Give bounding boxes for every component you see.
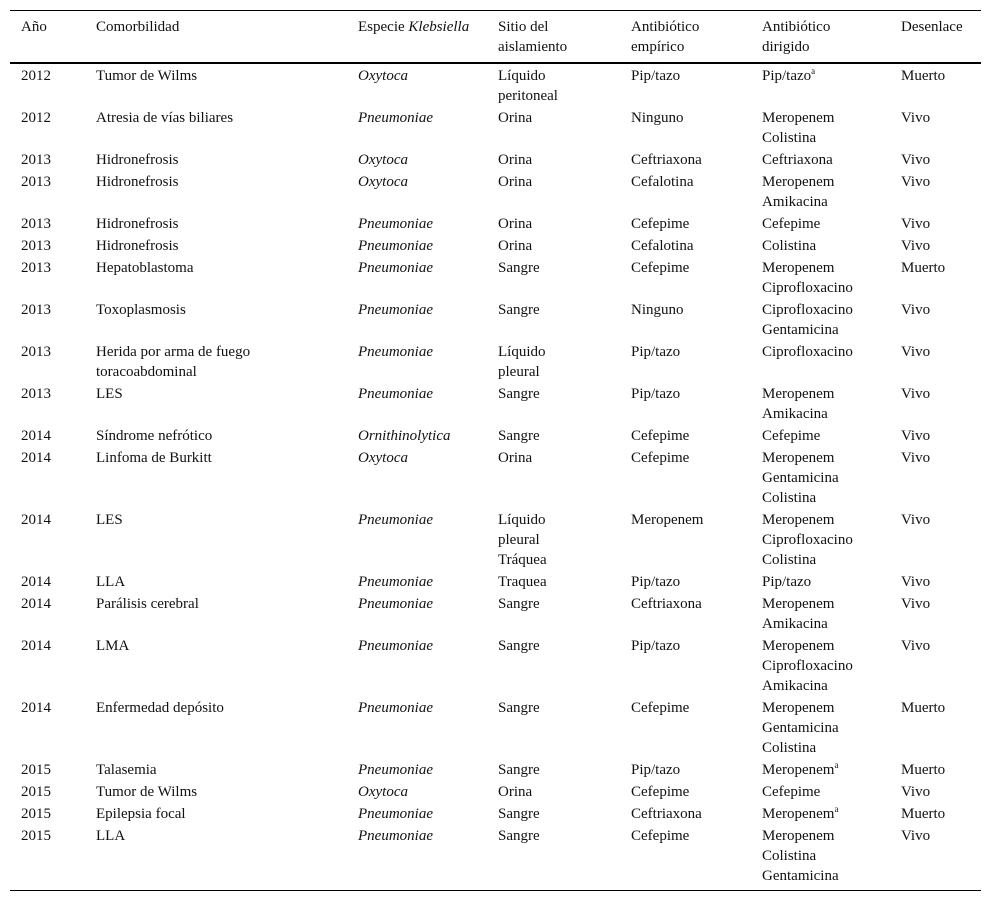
cell-species: Pneumoniae — [358, 596, 433, 612]
cell-outcome: Vivo — [901, 450, 931, 466]
cell-directed-antibiotic: Meropenem Colistina Gentamicina — [762, 828, 839, 884]
cell-empiric-antibiotic: Pip/tazo — [631, 386, 681, 402]
cell-site: Sangre — [498, 386, 540, 402]
table-row — [10, 697, 981, 759]
cell-year: 2012 — [21, 68, 51, 84]
table-row — [10, 107, 981, 149]
table-row — [10, 425, 981, 447]
table-row — [10, 447, 981, 509]
cell-directed-antibiotic: Ciprofloxacino Gentamicina — [762, 302, 853, 338]
cell-comorbidity: Hidronefrosis — [96, 238, 179, 254]
table-row — [10, 803, 981, 825]
cell-site: Orina — [498, 450, 533, 466]
cell-species: Oxytoca — [358, 68, 408, 84]
cell-comorbidity: Atresia de vías biliares — [96, 110, 234, 126]
cell-site: Sangre — [498, 638, 540, 654]
cell-year: 2013 — [21, 302, 51, 318]
cell-site: Sangre — [498, 428, 540, 444]
cell-directed-antibiotic: Meropenem$^a$ — [762, 804, 839, 822]
cell-species: Oxytoca — [358, 174, 408, 190]
cell-directed-antibiotic: Ceftriaxona — [762, 152, 833, 168]
cell-empiric-antibiotic: Cefepime — [631, 428, 690, 444]
cell-species: Pneumoniae — [358, 806, 433, 822]
cell-site: Líquido pleural — [498, 344, 546, 380]
cell-site: Sangre — [498, 260, 540, 276]
cell-comorbidity: Hidronefrosis — [96, 152, 179, 168]
cell-empiric-antibiotic: Cefalotina — [631, 238, 694, 254]
cell-outcome: Vivo — [901, 238, 931, 254]
cell-directed-antibiotic: Meropenem Gentamicina Colistina — [762, 700, 839, 756]
cell-species: Pneumoniae — [358, 700, 433, 716]
cell-year: 2014 — [21, 596, 51, 612]
cell-directed-antibiotic: Meropenem Colistina — [762, 110, 835, 146]
footnote-marker: a — [834, 804, 839, 814]
klebsiella-cases-table — [10, 10, 981, 891]
cell-directed-antibiotic: Meropenem Ciprofloxacino Amikacina — [762, 638, 853, 694]
cell-comorbidity: LLA — [96, 828, 126, 844]
cell-empiric-antibiotic: Ceftriaxona — [631, 152, 702, 168]
cell-year: 2013 — [21, 152, 51, 168]
table-row — [10, 213, 981, 235]
cell-outcome: Muerto — [901, 68, 946, 84]
cell-empiric-antibiotic: Pip/tazo — [631, 574, 681, 590]
cell-species: Oxytoca — [358, 450, 408, 466]
cell-site: Orina — [498, 174, 533, 190]
cell-outcome: Muerto — [901, 762, 946, 778]
header-site: Sitio del aislamiento — [498, 19, 568, 55]
cell-outcome: Vivo — [901, 428, 931, 444]
cell-species: Pneumoniae — [358, 216, 433, 232]
cell-year: 2014 — [21, 512, 51, 528]
cell-comorbidity: Parálisis cerebral — [96, 596, 199, 612]
cell-directed-antibiotic: Colistina — [762, 238, 817, 254]
cell-species: Ornithinolytica — [358, 428, 451, 444]
cell-directed-antibiotic: Cefepime — [762, 216, 821, 232]
cell-outcome: Vivo — [901, 344, 931, 360]
cell-year: 2014 — [21, 638, 51, 654]
cell-year: 2013 — [21, 174, 51, 190]
cell-empiric-antibiotic: Pip/tazo — [631, 638, 681, 654]
cell-species: Pneumoniae — [358, 762, 433, 778]
header-year: Año — [21, 19, 47, 35]
table-container — [10, 10, 981, 891]
cell-comorbidity: Síndrome nefrótico — [96, 428, 213, 444]
cell-comorbidity: Hidronefrosis — [96, 174, 179, 190]
cell-year: 2014 — [21, 700, 51, 716]
cell-empiric-antibiotic: Ceftriaxona — [631, 806, 702, 822]
cell-species: Pneumoniae — [358, 386, 433, 402]
table-row — [10, 825, 981, 891]
cell-directed-antibiotic: Meropenem Ciprofloxacino Colistina — [762, 512, 853, 568]
cell-site: Sangre — [498, 596, 540, 612]
cell-species: Pneumoniae — [358, 238, 433, 254]
table-row — [10, 171, 981, 213]
cell-comorbidity: LES — [96, 386, 123, 402]
table-row — [10, 63, 981, 107]
header-comorbidity: Comorbilidad — [96, 19, 180, 35]
cell-outcome: Vivo — [901, 638, 931, 654]
cell-outcome: Vivo — [901, 110, 931, 126]
cell-directed-antibiotic: Meropenem Ciprofloxacino — [762, 260, 853, 296]
header-empiric-antibiotic: Antibiótico empírico — [631, 19, 700, 55]
cell-site: Sangre — [498, 806, 540, 822]
cell-empiric-antibiotic: Cefepime — [631, 216, 690, 232]
cell-empiric-antibiotic: Pip/tazo — [631, 762, 681, 778]
header-species-genus: Klebsiella — [408, 19, 470, 35]
cell-comorbidity: LES — [96, 512, 123, 528]
cell-year: 2013 — [21, 260, 51, 276]
table-row — [10, 383, 981, 425]
cell-comorbidity: Epilepsia focal — [96, 806, 186, 822]
cell-species: Oxytoca — [358, 152, 408, 168]
table-row — [10, 509, 981, 571]
cell-species: Pneumoniae — [358, 302, 433, 318]
cell-outcome: Muerto — [901, 260, 946, 276]
cell-directed-antibiotic: Meropenem Gentamicina Colistina — [762, 450, 839, 506]
table-row — [10, 593, 981, 635]
header-row — [10, 11, 981, 64]
cell-outcome: Vivo — [901, 216, 931, 232]
header-outcome: Desenlace — [901, 19, 963, 35]
table-row — [10, 759, 981, 781]
cell-year: 2013 — [21, 216, 51, 232]
cell-comorbidity: Talasemia — [96, 762, 157, 778]
cell-outcome: Vivo — [901, 386, 931, 402]
cell-site: Líquido peritoneal — [498, 68, 558, 104]
footnote-marker: a — [834, 760, 839, 770]
cell-year: 2015 — [21, 828, 51, 844]
cell-comorbidity: Hepatoblastoma — [96, 260, 194, 276]
table-row — [10, 781, 981, 803]
cell-outcome: Vivo — [901, 512, 931, 528]
cell-outcome: Muerto — [901, 806, 946, 822]
cell-site: Orina — [498, 216, 533, 232]
cell-empiric-antibiotic: Cefepime — [631, 260, 690, 276]
cell-species: Pneumoniae — [358, 828, 433, 844]
cell-species: Pneumoniae — [358, 512, 433, 528]
cell-comorbidity: Enfermedad depósito — [96, 700, 224, 716]
cell-site: Sangre — [498, 828, 540, 844]
cell-year: 2013 — [21, 344, 51, 360]
cell-site: Orina — [498, 238, 533, 254]
cell-species: Pneumoniae — [358, 344, 433, 360]
cell-year: 2013 — [21, 386, 51, 402]
cell-year: 2015 — [21, 762, 51, 778]
cell-empiric-antibiotic: Ninguno — [631, 302, 684, 318]
cell-empiric-antibiotic: Cefepime — [631, 450, 690, 466]
cell-empiric-antibiotic: Pip/tazo — [631, 344, 681, 360]
cell-outcome: Vivo — [901, 174, 931, 190]
cell-site: Sangre — [498, 700, 540, 716]
cell-species: Pneumoniae — [358, 638, 433, 654]
table-row — [10, 299, 981, 341]
cell-outcome: Vivo — [901, 828, 931, 844]
cell-directed-antibiotic: Meropenem Amikacina — [762, 174, 835, 210]
cell-year: 2012 — [21, 110, 51, 126]
table-row — [10, 235, 981, 257]
cell-comorbidity: Tumor de Wilms — [96, 68, 198, 84]
cell-year: 2014 — [21, 450, 51, 466]
header-species: Especie Klebsiella — [358, 19, 470, 35]
cell-species: Pneumoniae — [358, 260, 433, 276]
cell-site: Líquido pleural Tráquea — [498, 512, 547, 568]
cell-empiric-antibiotic: Cefalotina — [631, 174, 694, 190]
cell-directed-antibiotic: Cefepime — [762, 428, 821, 444]
cell-comorbidity: Toxoplasmosis — [96, 302, 186, 318]
table-row — [10, 571, 981, 593]
cell-comorbidity: Tumor de Wilms — [96, 784, 198, 800]
cell-empiric-antibiotic: Pip/tazo — [631, 68, 681, 84]
cell-empiric-antibiotic: Cefepime — [631, 784, 690, 800]
cell-comorbidity: Linfoma de Burkitt — [96, 450, 212, 466]
cell-comorbidity: LLA — [96, 574, 126, 590]
cell-year: 2014 — [21, 574, 51, 590]
cell-comorbidity: Herida por arma de fuego toracoabdominal — [96, 344, 251, 380]
table-row — [10, 635, 981, 697]
cell-site: Orina — [498, 152, 533, 168]
cell-site: Orina — [498, 784, 533, 800]
cell-outcome: Vivo — [901, 152, 931, 168]
cell-empiric-antibiotic: Meropenem — [631, 512, 704, 528]
cell-directed-antibiotic: Meropenem$^a$ — [762, 760, 839, 778]
cell-outcome: Vivo — [901, 784, 931, 800]
table-body — [10, 63, 981, 891]
table-row — [10, 149, 981, 171]
cell-site: Sangre — [498, 762, 540, 778]
cell-outcome: Muerto — [901, 700, 946, 716]
cell-site: Traquea — [498, 574, 547, 590]
cell-year: 2015 — [21, 806, 51, 822]
cell-comorbidity: LMA — [96, 638, 130, 654]
cell-year: 2013 — [21, 238, 51, 254]
table-row — [10, 341, 981, 383]
footnote-marker: a — [811, 66, 816, 76]
cell-empiric-antibiotic: Ninguno — [631, 110, 684, 126]
cell-year: 2015 — [21, 784, 51, 800]
cell-empiric-antibiotic: Cefepime — [631, 828, 690, 844]
cell-species: Pneumoniae — [358, 110, 433, 126]
cell-species: Oxytoca — [358, 784, 408, 800]
cell-empiric-antibiotic: Ceftriaxona — [631, 596, 702, 612]
cell-directed-antibiotic: Ciprofloxacino — [762, 344, 853, 360]
cell-directed-antibiotic: Cefepime — [762, 784, 821, 800]
header-directed-antibiotic: Antibiótico dirigido — [762, 19, 831, 55]
cell-site: Sangre — [498, 302, 540, 318]
cell-outcome: Vivo — [901, 302, 931, 318]
cell-empiric-antibiotic: Cefepime — [631, 700, 690, 716]
table-row — [10, 257, 981, 299]
cell-directed-antibiotic: Pip/tazo$^a$ — [762, 66, 816, 84]
cell-outcome: Vivo — [901, 574, 931, 590]
cell-comorbidity: Hidronefrosis — [96, 216, 179, 232]
cell-directed-antibiotic: Meropenem Amikacina — [762, 386, 835, 422]
table-header — [10, 11, 981, 64]
cell-year: 2014 — [21, 428, 51, 444]
cell-species: Pneumoniae — [358, 574, 433, 590]
cell-directed-antibiotic: Pip/tazo — [762, 574, 812, 590]
cell-site: Orina — [498, 110, 533, 126]
cell-outcome: Vivo — [901, 596, 931, 612]
cell-directed-antibiotic: Meropenem Amikacina — [762, 596, 835, 632]
